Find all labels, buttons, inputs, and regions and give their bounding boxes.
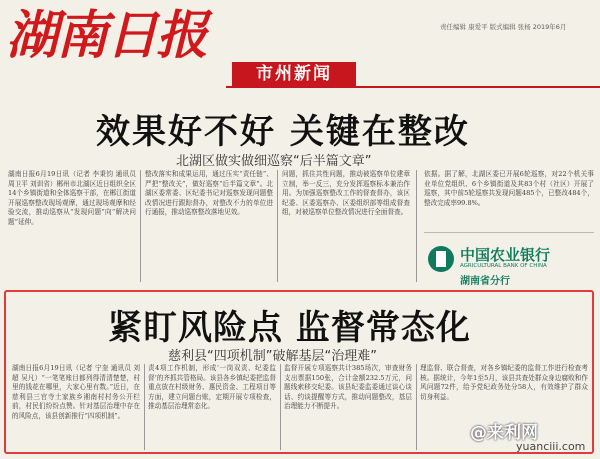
bank-branch: 湖南省分行 [460, 276, 510, 287]
bank-name-cn: 中国农业银行 [460, 246, 551, 264]
article2-headline: 紧盯风险点 监督常态化 [108, 308, 471, 348]
column-divider [140, 170, 141, 282]
section-tag: 市州新闻 [232, 62, 356, 86]
column-divider [416, 170, 417, 282]
column-divider [416, 364, 417, 450]
abc-logo-icon [428, 246, 454, 272]
article1-column-4: 依据。据了解，北湖区委已开展6轮巡察，对22个机关事业单位党组织、6个乡镇街道及其83个村（社区）开展了巡察，其中前5轮巡察共发现问题485个，已整改484个，整改完成率99.8%。 [424, 170, 594, 207]
column-divider [144, 364, 145, 450]
article2-column-3: 监督开展专项巡察共计385场次，审查财务支出票据150张，合计金额232.5万元，问题线索移交纪委。该县纪委监委通过谈心谈话、约谈提醒等方式，推动问题整改，基层治理能力不断提升。 [284, 364, 412, 411]
article1-column-2: 整改落实和成果运用，通过压实“责任链”、严把“整改关”，做好巡察“后半篇文章”。北湖区委常委、区纪委书记对巡察发现问题整改情况进行跟踪督办，对整改不力的单位进行通报，推动巡察整改落地见效。 [145, 170, 273, 217]
column-divider [280, 364, 281, 450]
editor-info: 责任编辑 康爱平 版式编辑 张杨 2019年6月 [440, 23, 567, 31]
article2-subheadline: 慈利县“四项机制”破解基层“治理难” [168, 349, 377, 364]
article1-subheadline: 北湖区做实做细巡察“后半篇文章” [176, 154, 372, 169]
newspaper-masthead-logo: 湖南日报 [6, 5, 207, 66]
article1-column-1: 湖南日报6月19日讯（记者 李秉钧 通讯员 周卫平 刘训省）郴州市北湖区近日组织全区14个乡镇街道和全体巡察干部，在郴江街道开展巡察整改现场观摩，通过现场观摩和经验交流，推动巡察从“发现问题”向“解决问题”延伸。 [8, 170, 136, 226]
article2-column-4: 理监督、联合督查，对各乡镇纪委的监督工作进行检查考核。据统计，今年1至5月，该县共查处群众身边腐败和作风问题72件，给予党纪政务处分58人，有效维护了群众切身利益。 [420, 364, 588, 401]
watermark-url: yuanciii.com [516, 440, 586, 453]
masthead-rule [226, 86, 600, 88]
article2-column-2: 责4项工作机制，形成‘一岗双责、纪委监督’的齐抓共管格局。该县各乡镇纪委把监督重点放在村级财务、惠民资金、工程项目等方面，建立问题台账，定期开展专项检查，推动基层治理常态化。 [148, 364, 276, 411]
column-divider [277, 170, 278, 282]
article2-column-1: 湖南日报6月19日讯（记者 宁奎 通讯员 刘超 吴凡）“一笔笔账目都列得清清楚楚，村里的钱花在哪里，大家心里有数。”近日，在慈利县三官寺土家族乡湘南村村务公开栏前，村民们纷纷点赞。针对基层治理中存在的风险点，该县创新推行“四项机制”。 [12, 364, 140, 420]
article1-column-3: 问题，抓住共性问题，推动被巡察单位建章立制，举一反三，充分发挥巡察标本兼治作用。为加强巡察整改工作的督查督办，该区纪委、区委巡察办、区委组织部等组成督查组，对被巡察单位整改情况进行全面督查。 [282, 170, 410, 217]
bank-name-en: AGRICULTURAL BANK OF CHINA [460, 263, 547, 269]
article1-headline: 效果好不好 关键在整改 [96, 112, 470, 152]
watermark-brand: @来利网 [470, 423, 538, 443]
